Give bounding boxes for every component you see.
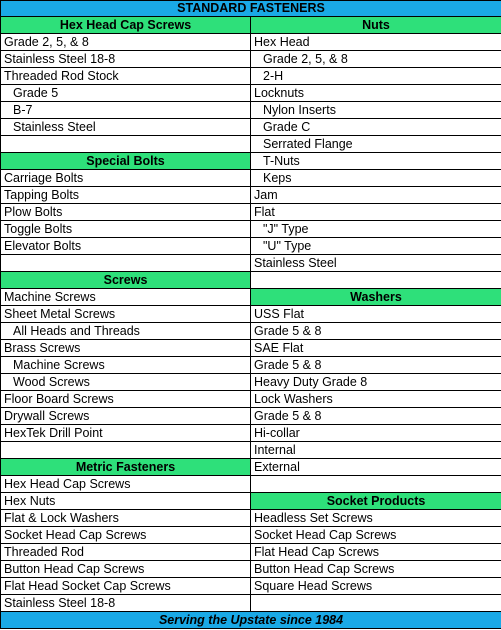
right-item: Headless Set Screws — [251, 510, 501, 527]
left-item: Stainless Steel 18-8 — [1, 595, 251, 612]
right-item: Lock Washers — [251, 391, 501, 408]
right-item: Flat — [251, 204, 501, 221]
header-washers: Washers — [251, 289, 501, 306]
left-item: Hex Nuts — [1, 493, 251, 510]
header-nuts: Nuts — [251, 17, 501, 34]
right-item: Grade 5 & 8 — [251, 408, 501, 425]
left-item: B-7 — [1, 102, 251, 119]
left-item: Elevator Bolts — [1, 238, 251, 255]
right-item: Hex Head — [251, 34, 501, 51]
left-item: Flat Head Socket Cap Screws — [1, 578, 251, 595]
left-item: Flat & Lock Washers — [1, 510, 251, 527]
right-item: SAE Flat — [251, 340, 501, 357]
left-item: Stainless Steel 18-8 — [1, 51, 251, 68]
right-item: "J" Type — [251, 221, 501, 238]
header-special-bolts: Special Bolts — [1, 153, 251, 170]
right-item: Flat Head Cap Screws — [251, 544, 501, 561]
left-item: Toggle Bolts — [1, 221, 251, 238]
right-item: Nylon Inserts — [251, 102, 501, 119]
right-item: External — [251, 459, 501, 476]
right-item: Square Head Screws — [251, 578, 501, 595]
left-item: Machine Screws — [1, 357, 251, 374]
right-item: Grade C — [251, 119, 501, 136]
empty-cell — [251, 272, 501, 289]
right-item: Grade 5 & 8 — [251, 323, 501, 340]
empty-cell — [1, 255, 251, 272]
empty-cell — [1, 442, 251, 459]
header-metric-fasteners: Metric Fasteners — [1, 459, 251, 476]
right-item: Button Head Cap Screws — [251, 561, 501, 578]
left-item: Sheet Metal Screws — [1, 306, 251, 323]
left-item: All Heads and Threads — [1, 323, 251, 340]
left-item: Carriage Bolts — [1, 170, 251, 187]
right-item: Grade 2, 5, & 8 — [251, 51, 501, 68]
left-item: Socket Head Cap Screws — [1, 527, 251, 544]
right-item: Socket Head Cap Screws — [251, 527, 501, 544]
right-item: Grade 5 & 8 — [251, 357, 501, 374]
title-row — [1, 1, 501, 17]
right-item: Keps — [251, 170, 501, 187]
right-item: "U" Type — [251, 238, 501, 255]
left-item: Grade 2, 5, & 8 — [1, 34, 251, 51]
sheet-title: STANDARD FASTENERS — [1, 1, 501, 17]
left-item: Drywall Screws — [1, 408, 251, 425]
left-item: Brass Screws — [1, 340, 251, 357]
header-socket-products: Socket Products — [251, 493, 501, 510]
right-item: USS Flat — [251, 306, 501, 323]
right-item: Internal — [251, 442, 501, 459]
left-item: HexTek Drill Point — [1, 425, 251, 442]
footer-row — [1, 612, 501, 629]
left-item: Plow Bolts — [1, 204, 251, 221]
left-item: Threaded Rod Stock — [1, 68, 251, 85]
right-item: Heavy Duty Grade 8 — [251, 374, 501, 391]
empty-cell — [251, 476, 501, 493]
empty-cell — [1, 136, 251, 153]
right-item: Jam — [251, 187, 501, 204]
left-item: Hex Head Cap Screws — [1, 476, 251, 493]
left-item: Tapping Bolts — [1, 187, 251, 204]
right-item: Serrated Flange — [251, 136, 501, 153]
right-item: 2-H — [251, 68, 501, 85]
right-item: Hi-collar — [251, 425, 501, 442]
right-item: T-Nuts — [251, 153, 501, 170]
left-item: Threaded Rod — [1, 544, 251, 561]
header-screws: Screws — [1, 272, 251, 289]
right-item: Locknuts — [251, 85, 501, 102]
header-hex-head-cap-screws: Hex Head Cap Screws — [1, 17, 251, 34]
left-item: Stainless Steel — [1, 119, 251, 136]
left-item: Wood Screws — [1, 374, 251, 391]
empty-cell — [251, 595, 501, 612]
footer-tagline: Serving the Upstate since 1984 — [1, 612, 501, 629]
left-item: Floor Board Screws — [1, 391, 251, 408]
left-item: Machine Screws — [1, 289, 251, 306]
right-item: Stainless Steel — [251, 255, 501, 272]
left-item: Button Head Cap Screws — [1, 561, 251, 578]
left-item: Grade 5 — [1, 85, 251, 102]
